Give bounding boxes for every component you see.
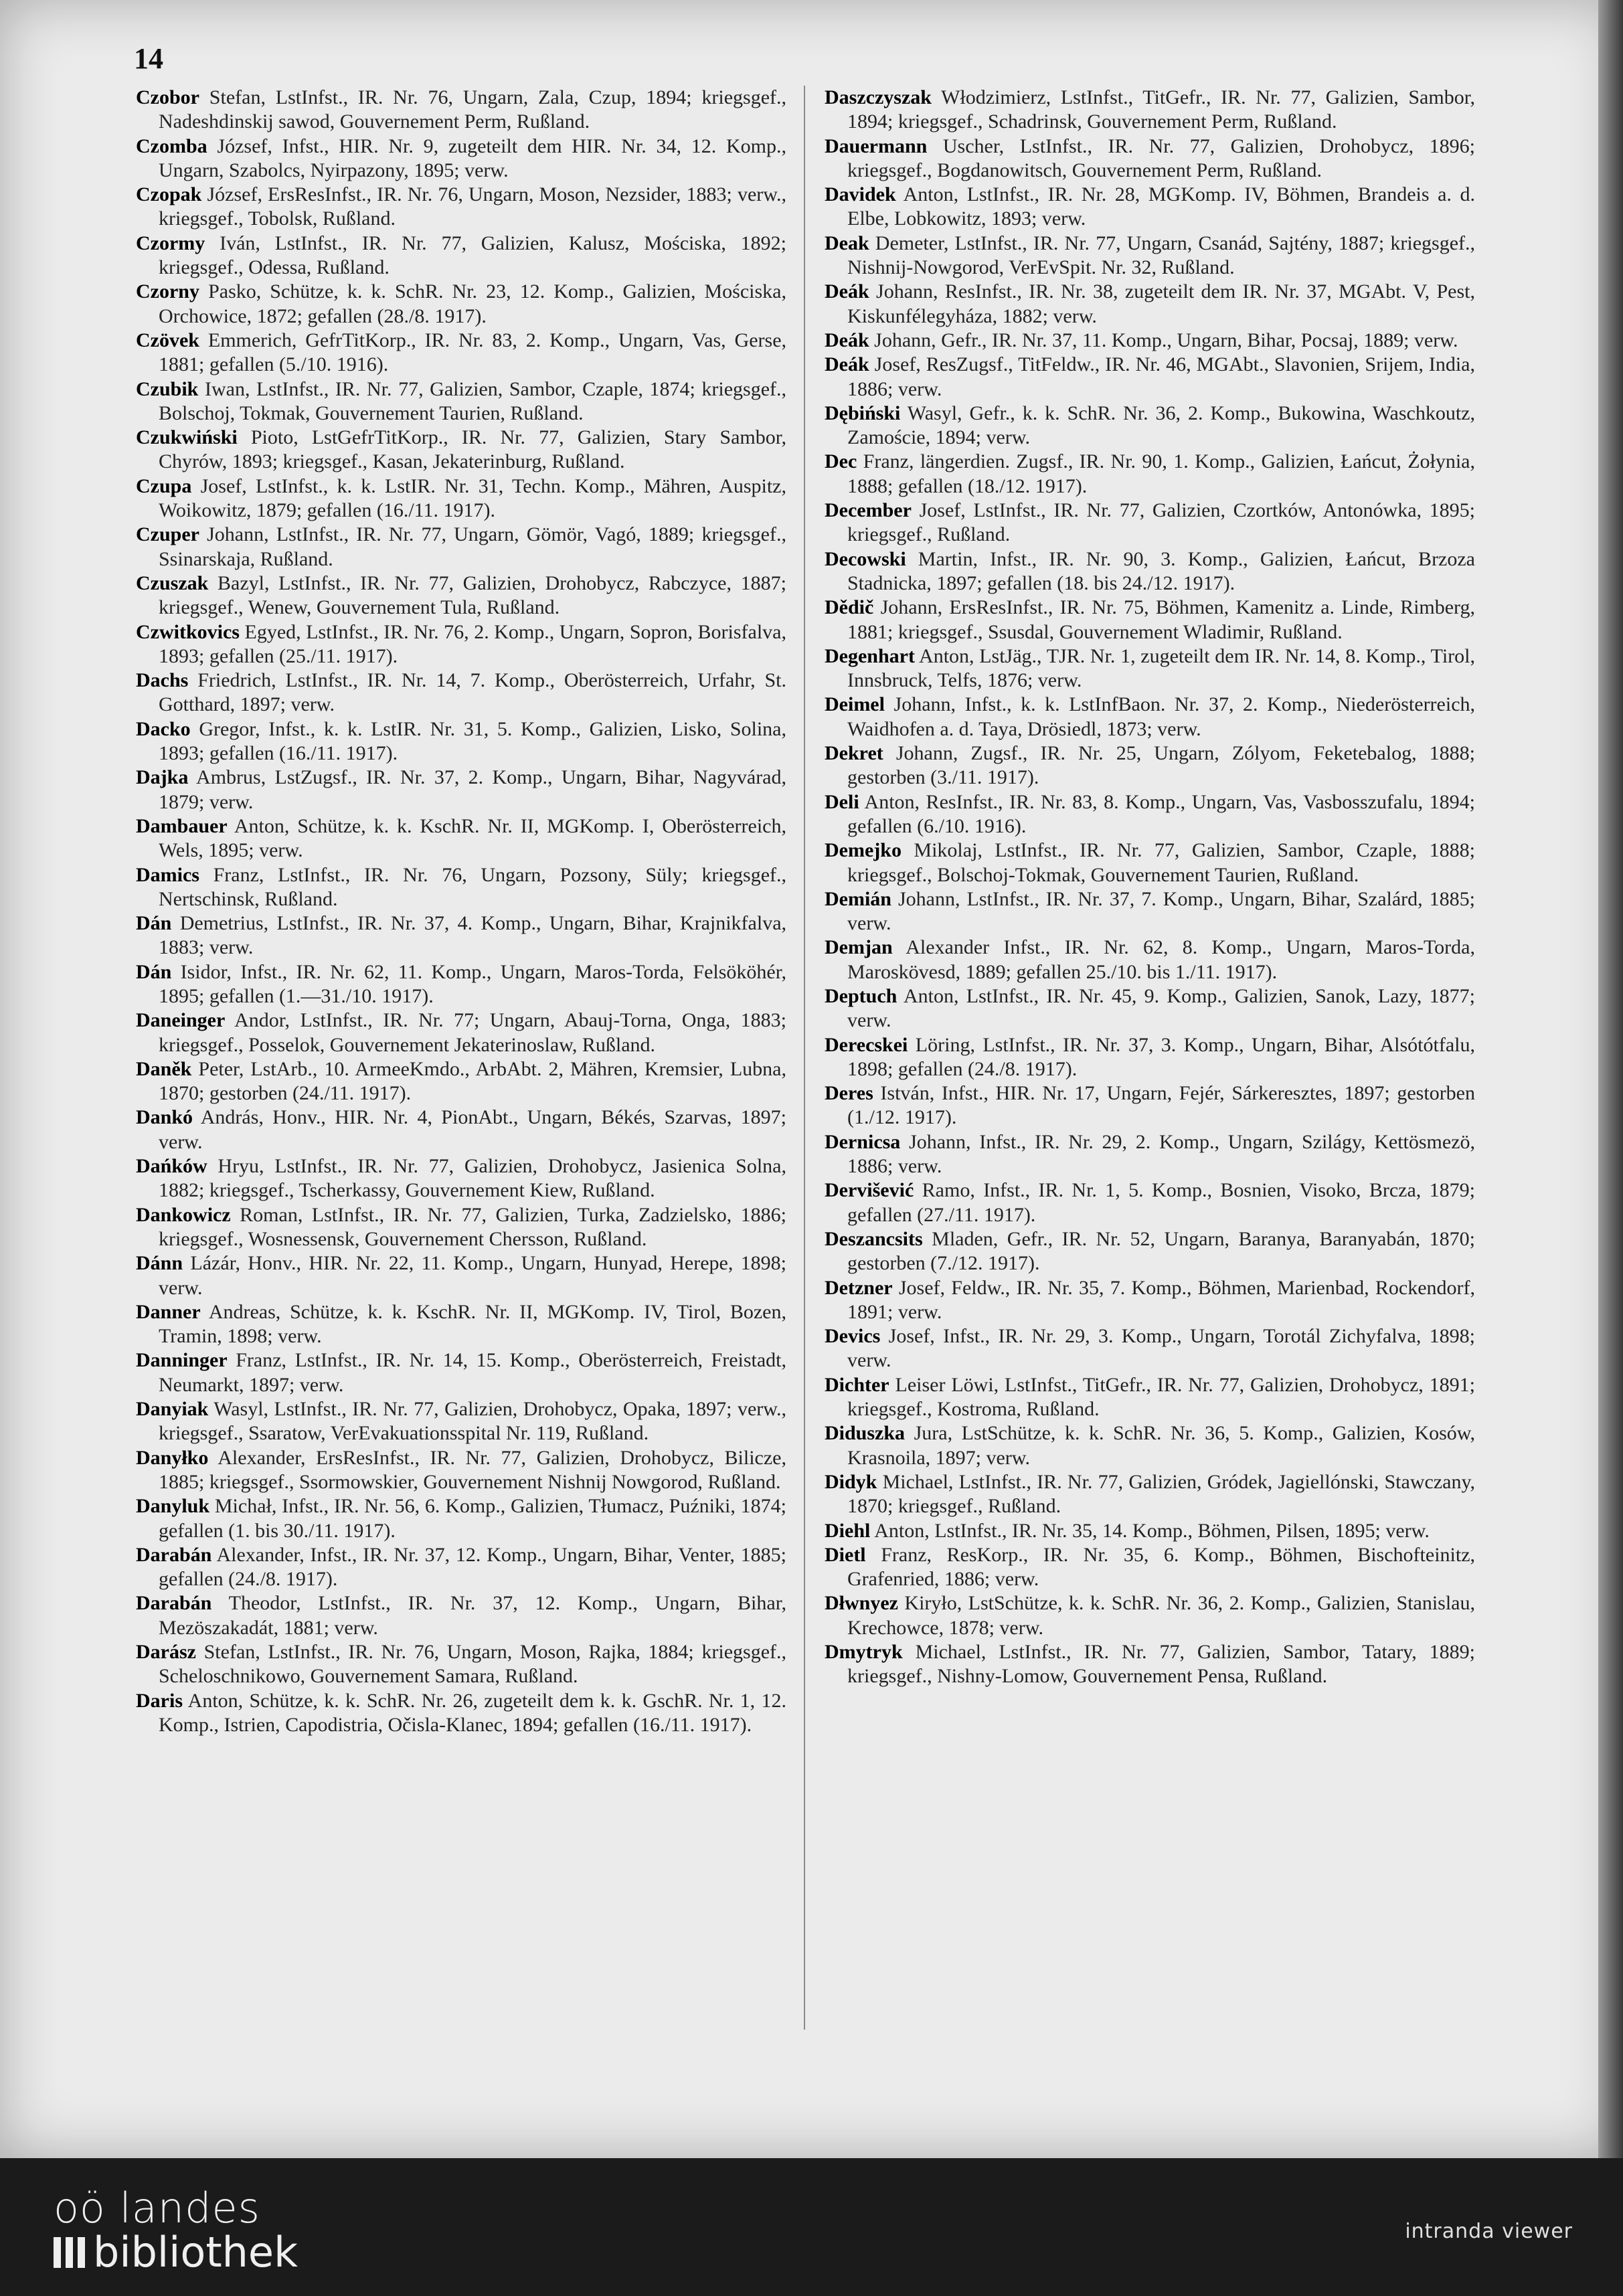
entry-surname: Darabán: [136, 1543, 212, 1566]
entry-surname: Czukwiński: [136, 426, 238, 449]
entry-details: Anton, LstJäg., TJR. Nr. 1, zugeteilt dem IR. Nr. 14, 8. Komp., Tirol, Innsbruck, Telfs, 1876; verw.: [847, 644, 1475, 692]
entry-details: Josef, Infst., IR. Nr. 29, 3. Komp., Ungarn, Torotál Zichyfalva, 1898; verw.: [847, 1325, 1475, 1372]
entry-surname: Damics: [136, 863, 199, 886]
register-entry: [136, 1154, 786, 1203]
entry-surname: Dmytryk: [825, 1641, 903, 1663]
register-entry: [825, 887, 1475, 936]
register-entry: [825, 353, 1475, 402]
entry-surname: Czomba: [136, 135, 207, 157]
entry-surname: Czormy: [136, 232, 205, 254]
register-entry: [136, 571, 786, 620]
register-entry: [825, 984, 1475, 1033]
entry-details: Andreas, Schütze, k. k. KschR. Nr. II, MGKomp. IV, Tirol, Bozen, Tramin, 1898; verw.: [159, 1300, 786, 1348]
entry-surname: Dekret: [825, 742, 883, 765]
entry-details: Theodor, LstInfst., IR. Nr. 37, 12. Komp., Ungarn, Bihar, Mezöszakadát, 1881; verw.: [159, 1592, 786, 1639]
entry-surname: Didyk: [825, 1470, 877, 1493]
entry-details: Löring, LstInfst., IR. Nr. 37, 3. Komp., Ungarn, Bihar, Alsótótfalu, 1898; gefallen (24./8. 1917).: [847, 1033, 1475, 1080]
register-entry: [136, 863, 786, 912]
entry-surname: Dědič: [825, 596, 874, 619]
register-entry: [136, 1640, 786, 1689]
entry-details: Josef, LstInfst., k. k. LstIR. Nr. 31, Techn. Komp., Mähren, Auspitz, Woikowitz, 1879; gefallen (16./11. 1917).: [159, 474, 786, 522]
register-entry: [136, 620, 786, 669]
entry-details: Johann, Gefr., IR. Nr. 37, 11. Komp., Ungarn, Bihar, Pocsaj, 1889; verw.: [874, 329, 1458, 351]
register-entry: [136, 1203, 786, 1252]
register-entry: [136, 766, 786, 814]
entry-surname: Daszczyszak: [825, 86, 932, 108]
entry-details: Martin, Infst., IR. Nr. 90, 3. Komp., Galizien, Łańcut, Brzoza Stadnicka, 1897; gefallen (18. bis 24./12. 1917).: [847, 547, 1475, 594]
register-entry: [136, 1689, 786, 1738]
entry-details: Johann, Infst., k. k. LstInfBaon. Nr. 37, 2. Komp., Niederösterreich, Waidhofen a. d. Taya, Drösiedl, 1873; verw.: [847, 693, 1475, 740]
register-entry: [136, 232, 786, 280]
register-entry: [136, 1300, 786, 1349]
entry-surname: Danyiak: [136, 1398, 209, 1421]
entry-surname: Dambauer: [136, 814, 228, 837]
entry-details: Andor, LstInfst., IR. Nr. 77; Ungarn, Abauj-Torna, Onga, 1883; kriegsgef., Posselok, Gouvernement Jekaterinoslaw, Rußland.: [159, 1009, 786, 1056]
register-entry: [136, 280, 786, 329]
entry-surname: Detzner: [825, 1276, 893, 1299]
entry-surname: Czopak: [136, 183, 202, 206]
entry-surname: Deli: [825, 790, 859, 813]
entry-details: József, ErsResInfst., IR. Nr. 76, Ungarn, Moson, Nezsider, 1883; verw., kriegsgef., Tobolsk, Rußland.: [159, 183, 786, 230]
register-entry: [825, 838, 1475, 887]
register-entry: [825, 741, 1475, 790]
entry-details: Uscher, LstInfst., IR. Nr. 77, Galizien, Drohobycz, 1896; kriegsgef., Bogdanowitsch, Gouvernement Perm, Rußland.: [847, 135, 1475, 181]
entry-details: Stefan, LstInfst., IR. Nr. 76, Ungarn, Moson, Rajka, 1884; kriegsgef., Scheloschnikowo, Gouvernement Samara, Rußland.: [159, 1641, 786, 1688]
entry-details: Wasyl, Gefr., k. k. SchR. Nr. 36, 2. Komp., Bukowina, Waschkoutz, Zamoście, 1894; verw.: [847, 402, 1475, 449]
entry-details: Franz, ResKorp., IR. Nr. 35, 6. Komp., Böhmen, Bischofteinitz, Grafenried, 1886; verw.: [847, 1543, 1475, 1591]
entry-details: Johann, Zugsf., IR. Nr. 25, Ungarn, Zólyom, Feketebalog, 1888; gestorben (3./11. 1917).: [847, 742, 1475, 789]
entry-details: Franz, längerdien. Zugsf., IR. Nr. 90, 1. Komp., Galizien, Łańcut, Żołynia, 1888; gefallen (18./12. 1917).: [847, 450, 1475, 497]
register-entry: [136, 1543, 786, 1592]
entry-details: Isidor, Infst., IR. Nr. 62, 11. Komp., Ungarn, Maros-Torda, Felsököhér, 1895; gefallen (1.—31./10. 1917).: [159, 960, 786, 1007]
entry-details: Mikolaj, LstInfst., IR. Nr. 77, Galizien, Sambor, Czaple, 1888; kriegsgef., Bolschoj-Tokmak, Gouvernement Taurien, Rußland.: [847, 839, 1475, 886]
entry-details: Peter, LstArb., 10. ArmeeKmdo., ArbAbt. 2, Mähren, Kremsier, Lubna, 1870; gestorben (24./11. 1917).: [159, 1057, 786, 1105]
register-entry: [136, 1057, 786, 1106]
register-entry: [136, 1348, 786, 1397]
entry-details: Stefan, LstInfst., IR. Nr. 76, Ungarn, Zala, Czup, 1894; kriegsgef., Nadeshdinskij sawod, Gouvernement Perm, Rußland.: [159, 86, 786, 133]
register-entry: [136, 1397, 786, 1446]
register-entry: [825, 596, 1475, 644]
entry-details: Bazyl, LstInfst., IR. Nr. 77, Galizien, Drohobycz, Rabczyce, 1887; kriegsgef., Wenew, Gouvernement Tula, Rußland.: [159, 571, 786, 619]
register-entry: [825, 644, 1475, 693]
register-entry: [136, 1106, 786, 1154]
register-entry: [825, 1543, 1475, 1592]
entry-surname: Daněk: [136, 1057, 192, 1080]
register-entry: [136, 1591, 786, 1640]
entry-details: Egyed, LstInfst., IR. Nr. 76, 2. Komp., Ungarn, Sopron, Borisfalva, 1893; gefallen (25./11. 1917).: [159, 620, 786, 667]
entry-surname: Demjan: [825, 936, 893, 959]
entry-details: Kiryło, LstSchütze, k. k. SchR. Nr. 36, 2. Komp., Galizien, Stanislau, Krechowce, 1878; verw.: [847, 1592, 1475, 1639]
entry-surname: Dauermann: [825, 135, 928, 157]
register-entry: [825, 280, 1475, 329]
register-entry: [825, 1227, 1475, 1276]
entry-details: Lázár, Honv., HIR. Nr. 22, 11. Komp., Ungarn, Hunyad, Herepe, 1898; verw.: [159, 1252, 786, 1299]
entry-surname: Dervišević: [825, 1179, 914, 1202]
register-entry: [136, 329, 786, 377]
entry-details: Demetrius, LstInfst., IR. Nr. 37, 4. Komp., Ungarn, Bihar, Krajnikfalva, 1883; verw.: [159, 912, 786, 959]
register-entry: [825, 547, 1475, 596]
logo-bars-icon: [54, 2237, 85, 2268]
register-entry: [825, 1470, 1475, 1519]
entry-surname: Dankó: [136, 1106, 193, 1129]
logo-row-2: [54, 2230, 298, 2275]
entry-surname: Darabán: [136, 1592, 212, 1615]
entry-details: Ambrus, LstZugsf., IR. Nr. 37, 2. Komp., Ungarn, Bihar, Nagyvárad, 1879; verw.: [159, 766, 786, 813]
entry-surname: Deák: [825, 280, 869, 303]
entry-details: Anton, ResInfst., IR. Nr. 83, 8. Komp., Ungarn, Vas, Vasbosszufalu, 1894; gefallen (6./10. 1916).: [847, 790, 1475, 837]
entry-details: Jura, LstSchütze, k. k. SchR. Nr. 36, 5. Komp., Galizien, Kosów, Krasnoila, 1897; verw.: [847, 1422, 1475, 1469]
register-entry: [825, 1519, 1475, 1543]
entry-details: Johann, LstInfst., IR. Nr. 77, Ungarn, Gömör, Vagó, 1889; kriegsgef., Ssinarskaja, Rußland.: [159, 523, 786, 570]
entry-details: Johann, Infst., IR. Nr. 29, 2. Komp., Ungarn, Szilágy, Kettösmezö, 1886; verw.: [847, 1130, 1475, 1178]
entry-surname: Deptuch: [825, 984, 898, 1007]
entry-surname: Dajka: [136, 766, 189, 789]
register-entry: [825, 86, 1475, 135]
entry-surname: Diduszka: [825, 1422, 906, 1445]
entry-surname: Degenhart: [825, 644, 915, 667]
entry-details: Ramo, Infst., IR. Nr. 1, 5. Komp., Bosnien, Visoko, Brcza, 1879; gefallen (27./11. 1917).: [847, 1179, 1475, 1226]
register-entry: [136, 814, 786, 863]
entry-details: Anton, LstInfst., IR. Nr. 28, MGKomp. IV, Böhmen, Brandeis a. d. Elbe, Lobkowitz, 1893; verw.: [847, 183, 1475, 230]
entry-details: Mladen, Gefr., IR. Nr. 52, Ungarn, Baranya, Baranyabán, 1870; gestorben (7./12. 1917).: [847, 1227, 1475, 1275]
entry-surname: Czobor: [136, 86, 199, 108]
entry-surname: Demejko: [825, 839, 902, 862]
entry-surname: Czorny: [136, 280, 199, 303]
entry-surname: Decowski: [825, 547, 906, 570]
entry-details: Johann, ResInfst., IR. Nr. 38, zugeteilt dem IR. Nr. 37, MGAbt. V, Pest, Kiskunfélegyháza, 1882; verw.: [847, 280, 1475, 327]
entry-details: István, Infst., HIR. Nr. 17, Ungarn, Fejér, Sárkeresztes, 1897; gestorben (1./12. 1917).: [847, 1082, 1475, 1129]
register-entry: [136, 474, 786, 523]
register-entry: [825, 135, 1475, 183]
entry-details: Hryu, LstInfst., IR. Nr. 77, Galizien, Drohobycz, Jasienica Solna, 1882; kriegsgef., Tscherkassy, Gouvernement Kiew, Rußland.: [159, 1155, 786, 1202]
register-entry: [136, 135, 786, 183]
register-entry: [136, 426, 786, 474]
entry-details: András, Honv., HIR. Nr. 4, PionAbt., Ungarn, Békés, Szarvas, 1897; verw.: [159, 1106, 786, 1153]
entry-details: Anton, LstInfst., IR. Nr. 45, 9. Komp., Galizien, Sanok, Lazy, 1877; verw.: [847, 984, 1475, 1032]
register-entry: [136, 717, 786, 766]
entry-surname: Deak: [825, 232, 869, 254]
register-entry: [825, 1033, 1475, 1082]
page-number: 14: [134, 42, 163, 75]
entry-surname: Daneinger: [136, 1009, 226, 1032]
entry-details: Michał, Infst., IR. Nr. 56, 6. Komp., Galizien, Tłumacz, Puźniki, 1874; gefallen (1. bis 30./11. 1917).: [159, 1495, 786, 1542]
entry-surname: Deres: [825, 1082, 873, 1105]
entry-surname: Dernicsa: [825, 1130, 901, 1153]
entry-surname: Deák: [825, 353, 869, 376]
register-entry: [136, 960, 786, 1009]
entry-surname: Dán: [136, 960, 172, 983]
register-entry: [136, 183, 786, 232]
register-entry: [136, 523, 786, 571]
entry-details: Emmerich, GefrTitKorp., IR. Nr. 83, 2. Komp., Ungarn, Vas, Gerse, 1881; gefallen (5./10. 1916).: [159, 329, 786, 376]
register-entry: [136, 1446, 786, 1495]
entry-details: Josef, ResZugsf., TitFeldw., IR. Nr. 46, MGAbt., Slavonien, Srijem, India, 1886; verw.: [847, 353, 1475, 400]
viewer-credit[interactable]: intranda viewer: [1405, 2220, 1573, 2243]
entry-details: Josef, Feldw., IR. Nr. 35, 7. Komp., Böhmen, Marienbad, Rockendorf, 1891; verw.: [847, 1276, 1475, 1323]
entry-surname: Danner: [136, 1300, 201, 1323]
logo-text-line-2: bibliothek: [93, 2228, 298, 2277]
entry-details: Josef, LstInfst., IR. Nr. 77, Galizien, Czortków, Antonówka, 1895; kriegsgef., Rußland.: [847, 499, 1475, 546]
register-entry: [825, 1373, 1475, 1422]
entry-surname: Dankowicz: [136, 1203, 231, 1226]
entry-details: Anton, LstInfst., IR. Nr. 35, 14. Komp., Böhmen, Pilsen, 1895; verw.: [874, 1519, 1430, 1542]
entry-surname: Danninger: [136, 1349, 228, 1372]
entry-details: Alexander Infst., IR. Nr. 62, 8. Komp., Ungarn, Maros-Torda, Maroskövesd, 1889; gefallen 25./10. bis 1./11. 1917).: [847, 936, 1475, 983]
entry-surname: Dietl: [825, 1543, 866, 1566]
entry-details: Gregor, Infst., k. k. LstIR. Nr. 31, 5. Komp., Galizien, Lisko, Solina, 1893; gefallen (16./11. 1917).: [159, 717, 786, 765]
entry-details: Wasyl, LstInfst., IR. Nr. 77, Galizien, Drohobycz, Opaka, 1897; verw., kriegsgef., Ssaratow, VerEvakuationsspital Nr. 119, Rußland.: [159, 1398, 786, 1445]
entry-surname: Czövek: [136, 329, 199, 351]
entry-surname: Derecskei: [825, 1033, 908, 1056]
entry-details: Alexander, ErsResInfst., IR. Nr. 77, Galizien, Drohobycz, Bilicze, 1885; kriegsgef., Ssormowskier, Gouvernement Nishnij Nowgorod, Rußland.: [159, 1446, 786, 1493]
register-entry: [825, 1421, 1475, 1470]
register-entry: [825, 693, 1475, 741]
entry-surname: Dán: [136, 912, 172, 935]
entry-surname: Devics: [825, 1325, 881, 1348]
entry-details: Franz, LstInfst., IR. Nr. 14, 15. Komp., Oberösterreich, Freistadt, Neumarkt, 1897; verw.: [159, 1349, 786, 1396]
register-entry: [136, 377, 786, 426]
register-entry: [825, 499, 1475, 547]
entry-surname: Czuszak: [136, 571, 209, 594]
entry-details: Alexander, Infst., IR. Nr. 37, 12. Komp., Ungarn, Bihar, Venter, 1885; gefallen (24./8. 1917).: [159, 1543, 786, 1591]
entry-details: Franz, LstInfst., IR. Nr. 76, Ungarn, Pozsony, Süly; kriegsgef., Nertschinsk, Rußland.: [159, 863, 786, 910]
entry-details: Demeter, LstInfst., IR. Nr. 77, Ungarn, Csanád, Sajtény, 1887; kriegsgef., Nishnij-Nowgorod, VerEvSpit. Nr. 32, Rußland.: [847, 232, 1475, 279]
register-entry: [825, 232, 1475, 280]
entry-surname: Davidek: [825, 183, 896, 206]
register-entry: [825, 450, 1475, 499]
entry-surname: Dańków: [136, 1155, 207, 1178]
register-entry: [825, 402, 1475, 450]
entry-surname: Daris: [136, 1689, 183, 1712]
register-entry: [136, 1251, 786, 1300]
entry-surname: Dębiński: [825, 402, 901, 424]
register-entry: [136, 911, 786, 960]
entry-details: Michael, LstInfst., IR. Nr. 77, Galizien, Gródek, Jagiellónski, Stawczany, 1870; kriegsgef., Rußland.: [847, 1470, 1475, 1518]
entry-surname: Danyłko: [136, 1446, 209, 1469]
entry-details: Friedrich, LstInfst., IR. Nr. 14, 7. Komp., Oberösterreich, Urfahr, St. Gotthard, 1897; verw.: [159, 669, 786, 716]
register-entry: [825, 1081, 1475, 1130]
entry-details: József, Infst., HIR. Nr. 9, zugeteilt dem HIR. Nr. 34, 12. Komp., Ungarn, Szabolcs, Nyirpazony, 1895; verw.: [159, 135, 786, 181]
left-column: [136, 86, 786, 2093]
register-entry: [136, 669, 786, 717]
register-entry: [136, 1008, 786, 1057]
entry-details: Iván, LstInfst., IR. Nr. 77, Galizien, Kalusz, Mościska, 1892; kriegsgef., Odessa, Rußland.: [159, 232, 786, 279]
entry-details: Roman, LstInfst., IR. Nr. 77, Galizien, Turka, Zadzielsko, 1886; kriegsgef., Wosnessensk, Gouvernement Chersson, Rußland.: [159, 1203, 786, 1250]
register-entry: [825, 1640, 1475, 1689]
register-entry: [825, 329, 1475, 353]
register-entry: [825, 183, 1475, 232]
entry-surname: Dec: [825, 450, 857, 473]
logo-text-line-1: oö landes: [54, 2184, 260, 2232]
viewer-footer: [0, 2158, 1623, 2296]
right-column: [825, 86, 1475, 2093]
entry-surname: Dachs: [136, 669, 189, 692]
entry-details: Johann, LstInfst., IR. Nr. 37, 7. Komp., Ungarn, Bihar, Szalárd, 1885; verw.: [847, 887, 1475, 935]
entry-surname: Dłwnyez: [825, 1592, 898, 1615]
entry-surname: Czubik: [136, 377, 199, 400]
entry-surname: Diehl: [825, 1519, 871, 1542]
register-entry: [136, 1494, 786, 1543]
entry-surname: December: [825, 499, 912, 522]
entry-surname: Dánn: [136, 1252, 183, 1275]
entry-details: Pioto, LstGefrTitKorp., IR. Nr. 77, Galizien, Stary Sambor, Chyrów, 1893; kriegsgef., Kasan, Jekaterinburg, Rußland.: [159, 426, 786, 473]
entry-surname: Danyluk: [136, 1495, 210, 1518]
column-divider: [804, 86, 805, 2030]
entry-details: Leiser Löwi, LstInfst., TitGefr., IR. Nr. 77, Galizien, Drohobycz, 1891; kriegsgef., Kostroma, Rußland.: [847, 1373, 1475, 1421]
entry-details: Anton, Schütze, k. k. SchR. Nr. 26, zugeteilt dem k. k. GschR. Nr. 1, 12. Komp., Istrien, Capodistria, Očisla-Klanec, 1894; gefallen (16./11. 1917).: [159, 1689, 786, 1736]
entry-surname: Czupa: [136, 474, 192, 497]
entry-details: Michael, LstInfst., IR. Nr. 77, Galizien, Sambor, Tatary, 1889; kriegsgef., Nishny-Lomow, Gouvernement Pensa, Rußland.: [847, 1641, 1475, 1688]
library-logo[interactable]: [54, 2186, 298, 2275]
entry-surname: Czwitkovics: [136, 620, 240, 643]
entry-surname: Dacko: [136, 717, 191, 740]
register-entry: [136, 86, 786, 135]
register-entry: [825, 936, 1475, 984]
entry-details: Johann, ErsResInfst., IR. Nr. 75, Böhmen, Kamenitz a. Linde, Rimberg, 1881; kriegsgef., Ssusdal, Gouvernement Wladimir, Rußland.: [847, 596, 1475, 643]
entry-details: Iwan, LstInfst., IR. Nr. 77, Galizien, Sambor, Czaple, 1874; kriegsgef., Bolschoj, Tokmak, Gouvernement Taurien, Rußland.: [159, 377, 786, 424]
register-entry: [825, 1324, 1475, 1373]
entry-surname: Deszancsits: [825, 1227, 923, 1250]
entry-details: Włodzimierz, LstInfst., TitGefr., IR. Nr. 77, Galizien, Sambor, 1894; kriegsgef., Schadrinsk, Gouvernement Perm, Rußland.: [847, 86, 1475, 133]
entry-surname: Deimel: [825, 693, 885, 716]
register-entry: [825, 1178, 1475, 1227]
entry-surname: Dichter: [825, 1373, 889, 1396]
entry-details: Pasko, Schütze, k. k. SchR. Nr. 23, 12. Komp., Galizien, Mościska, Orchowice, 1872; gefallen (28./8. 1917).: [159, 280, 786, 327]
entry-surname: Czuper: [136, 523, 199, 546]
register-entry: [825, 1276, 1475, 1325]
entry-surname: Darász: [136, 1641, 196, 1663]
register-entry: [825, 790, 1475, 839]
entry-surname: Demián: [825, 887, 891, 910]
register-entry: [825, 1591, 1475, 1640]
entry-details: Anton, Schütze, k. k. KschR. Nr. II, MGKomp. I, Oberösterreich, Wels, 1895; verw.: [159, 814, 786, 862]
entry-surname: Deák: [825, 329, 869, 351]
register-entry: [825, 1130, 1475, 1179]
